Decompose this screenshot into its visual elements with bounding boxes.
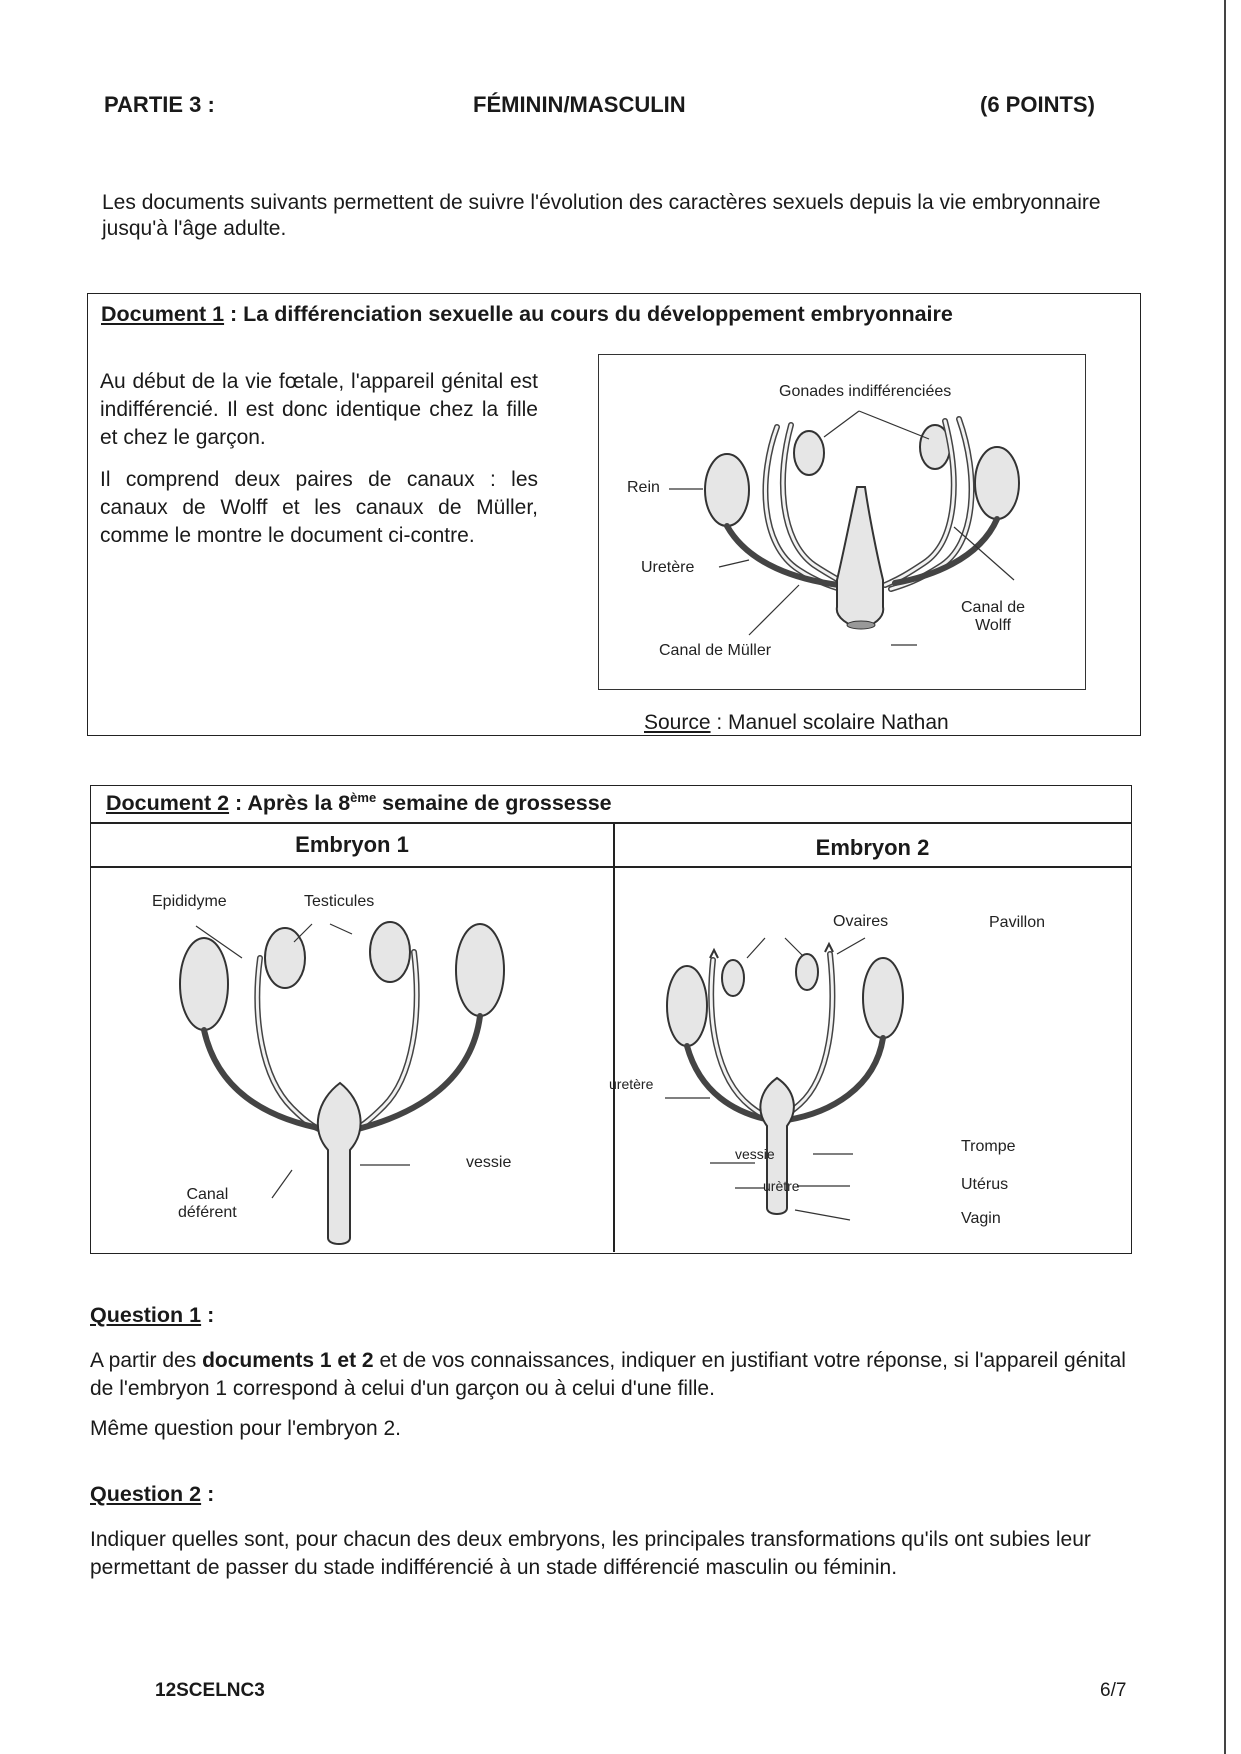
document-1-title — [101, 302, 953, 327]
document-2-heading-sup: ème — [350, 790, 377, 805]
ureter-left — [204, 1030, 328, 1130]
document-2-title-divider — [91, 822, 1131, 824]
ovary-right — [796, 954, 818, 990]
kidney-right — [863, 958, 903, 1038]
label-canal-deferent — [178, 1186, 237, 1222]
ovary-left — [722, 960, 744, 996]
question-1-title — [90, 1303, 214, 1328]
label-uterus: Utérus — [961, 1176, 1009, 1193]
testis-right — [370, 922, 410, 982]
document-1-text — [100, 368, 538, 564]
gonad-left — [794, 431, 824, 475]
figure-embryo-1-drawing — [92, 868, 612, 1251]
leader-ovaires — [747, 938, 803, 958]
label-uretre: urètre — [763, 1178, 800, 1194]
label-rein: Rein — [627, 479, 660, 496]
kidney-right — [456, 924, 504, 1016]
ureter-right — [787, 1038, 883, 1120]
page-title: FÉMININ/MASCULIN — [473, 92, 686, 117]
question-1-text-a: A partir des — [90, 1349, 203, 1372]
label-uretere: uretère — [609, 1076, 654, 1092]
label-canal-line-1: Canal — [186, 1186, 229, 1203]
label-canal-wolff-line-1: Canal de — [961, 599, 1026, 616]
question-1-text-bold: documents 1 et 2 — [202, 1349, 374, 1372]
leader-canal — [272, 1170, 292, 1198]
question-1-text-b: et de vos connaissances, indiquer en justifiant votre réponse, si l'appareil génital de l'embryon 1 correspond à celui d'un garçon ou à celui d'une fille. — [90, 1349, 1126, 1400]
label-gonades: Gonades indifférenciées — [779, 383, 952, 400]
document-2-label: Document 2 — [106, 791, 230, 816]
document-1-label: Document 1 — [101, 302, 225, 326]
document-2-heading-prefix: : Après la 8 — [229, 791, 351, 816]
urogenital-opening — [847, 621, 875, 629]
label-trompe: Trompe — [961, 1138, 1016, 1155]
figure-embryo-2 — [609, 868, 1129, 1251]
leader-pavillon — [837, 938, 865, 954]
intro-text: Les documents suivants permettent de suivre l'évolution des caractères sexuels depuis la vie embryonnaire jusqu'à l'âge adulte. — [102, 191, 1101, 240]
label-canal-wolff — [961, 599, 1025, 635]
kidney-right — [975, 447, 1019, 519]
document-2-heading-suffix: semaine de grossesse — [376, 791, 612, 816]
leader-vagin — [795, 1210, 850, 1220]
question-1-colon: : — [201, 1303, 215, 1327]
footer-page-number: 6/7 — [1100, 1680, 1127, 1701]
source-line — [644, 711, 949, 735]
pavillon-fringes — [710, 944, 833, 958]
label-pavillon: Pavillon — [989, 914, 1046, 931]
embryo-2-heading: Embryon 2 — [815, 835, 930, 860]
question-2-text: Indiquer quelles sont, pour chacun des deux embryons, les principales transformations qu'ils ont subies leur permettant de passer du stade indifférencié à un stade différencié masculin ou féminin. — [90, 1528, 1091, 1579]
question-1-text — [90, 1347, 1142, 1403]
leader-uretere — [719, 560, 749, 567]
leader-gonades — [824, 411, 929, 439]
leader-muller — [749, 585, 799, 635]
figure-embryo-1 — [92, 868, 612, 1251]
label-vagin: Vagin — [961, 1210, 1001, 1227]
footer-code: 12SCELNC3 — [155, 1680, 265, 1701]
question-2-title — [90, 1482, 214, 1507]
figure-indifferent-embryo — [598, 354, 1086, 690]
label-uretere: Uretère — [641, 559, 695, 576]
question-1-text-2: Même question pour l'embryon 2. — [90, 1417, 402, 1440]
label-vessie: vessie — [735, 1146, 775, 1162]
label-testicules: Testicules — [304, 893, 375, 910]
kidney-left — [180, 938, 228, 1030]
bladder — [837, 487, 883, 627]
question-1-label: Question 1 — [90, 1303, 202, 1327]
label-ovaires: Ovaires — [833, 913, 889, 930]
kidney-left — [705, 454, 749, 526]
label-epididyme: Epididyme — [152, 893, 227, 910]
bladder-urethra — [318, 1083, 361, 1244]
embryo-1-heading: Embryon 1 — [295, 832, 409, 857]
document-1-heading: : La différenciation sexuelle au cours du développement embryonnaire — [224, 302, 953, 326]
document-2-title — [106, 790, 612, 816]
label-canal-wolff-line-2: Wolff — [975, 617, 1011, 634]
label-canal-line-2: déférent — [178, 1204, 237, 1221]
source-text: : Manuel scolaire Nathan — [710, 711, 949, 734]
source-label: Source — [644, 711, 711, 734]
question-2-label: Question 2 — [90, 1482, 202, 1506]
figure-indifferent-drawing — [599, 355, 1085, 689]
part-label: PARTIE 3 : — [104, 92, 215, 117]
document-1-paragraph-1: Au début de la vie fœtale, l'appareil génital est indifférencié. Il est donc identique chez la fille et chez le garçon. — [100, 370, 538, 449]
label-vessie: vessie — [466, 1154, 512, 1171]
document-1-paragraph-2: Il comprend deux paires de canaux : les canaux de Wolff et les canaux de Müller, comme le montre le document ci-contre. — [100, 468, 538, 547]
label-canal-muller: Canal de Müller — [659, 642, 772, 659]
question-2-colon: : — [201, 1482, 215, 1506]
points-label: (6 POINTS) — [980, 92, 1095, 117]
kidney-left — [667, 966, 707, 1046]
page-edge — [1224, 0, 1226, 1754]
